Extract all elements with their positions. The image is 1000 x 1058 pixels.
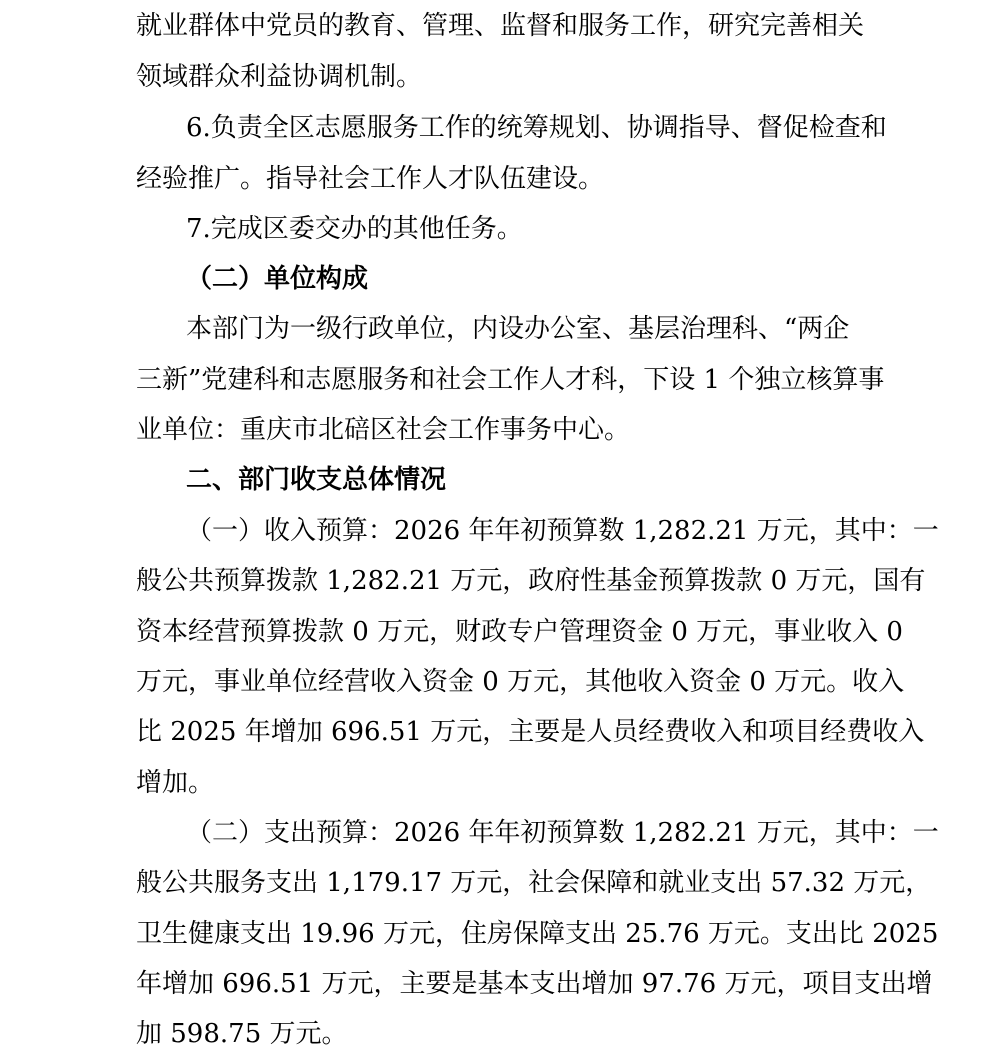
- subheading-unit-composition: （二）单位构成: [186, 264, 369, 294]
- paragraph-expense-line-3: 卫生健康支出 19.96 万元，住房保障支出 25.76 万元。支出比 2025: [136, 919, 939, 949]
- paragraph-income-line-3: 资本经营预算拨款 0 万元，财政专户管理资金 0 万元，事业收入 0: [136, 617, 903, 647]
- paragraph-duty-7: 7.完成区委交办的其他任务。: [186, 214, 523, 244]
- paragraph-duty-5-line-2: 就业群体中党员的教育、管理、监督和服务工作，研究完善相关: [136, 11, 865, 41]
- paragraph-duty-5-line-3: 领域群众利益协调机制。: [136, 62, 423, 92]
- paragraph-expense-line-4: 年增加 696.51 万元，主要是基本支出增加 97.76 万元，项目支出增: [136, 969, 933, 999]
- paragraph-expense-line-2: 般公共服务支出 1,179.17 万元，社会保障和就业支出 57.32 万元，: [136, 868, 932, 898]
- paragraph-income-line-5: 比 2025 年增加 696.51 万元，主要是人员经费收入和项目经费收入: [136, 717, 925, 747]
- paragraph-unit-line-3: 业单位：重庆市北碚区社会工作事务中心。: [136, 415, 631, 445]
- paragraph-income-line-4: 万元，事业单位经营收入资金 0 万元，其他收入资金 0 万元。收入: [136, 667, 905, 697]
- paragraph-income-line-6: 增加。: [136, 768, 215, 798]
- paragraph-duty-6-line-2: 经验推广。指导社会工作人才队伍建设。: [136, 164, 605, 194]
- paragraph-duty-6-line-1: 6.负责全区志愿服务工作的统筹规划、协调指导、督促检查和: [186, 113, 887, 143]
- paragraph-expense-line-5: 加 598.75 万元。: [136, 1019, 348, 1049]
- section-heading-budget-overview: 二、部门收支总体情况: [186, 465, 447, 495]
- paragraph-unit-line-2: 三新”党建科和志愿服务和社会工作人才科，下设 1 个独立核算事: [136, 365, 885, 395]
- paragraph-unit-line-1: 本部门为一级行政单位，内设办公室、基层治理科、“两企: [186, 314, 850, 344]
- paragraph-income-line-2: 般公共预算拨款 1,282.21 万元，政府性基金预算拨款 0 万元，国有: [136, 566, 926, 596]
- paragraph-income-line-1: （一）收入预算：2026 年年初预算数 1,282.21 万元，其中：一: [186, 516, 939, 546]
- paragraph-expense-line-1: （二）支出预算：2026 年年初预算数 1,282.21 万元，其中：一: [186, 818, 939, 848]
